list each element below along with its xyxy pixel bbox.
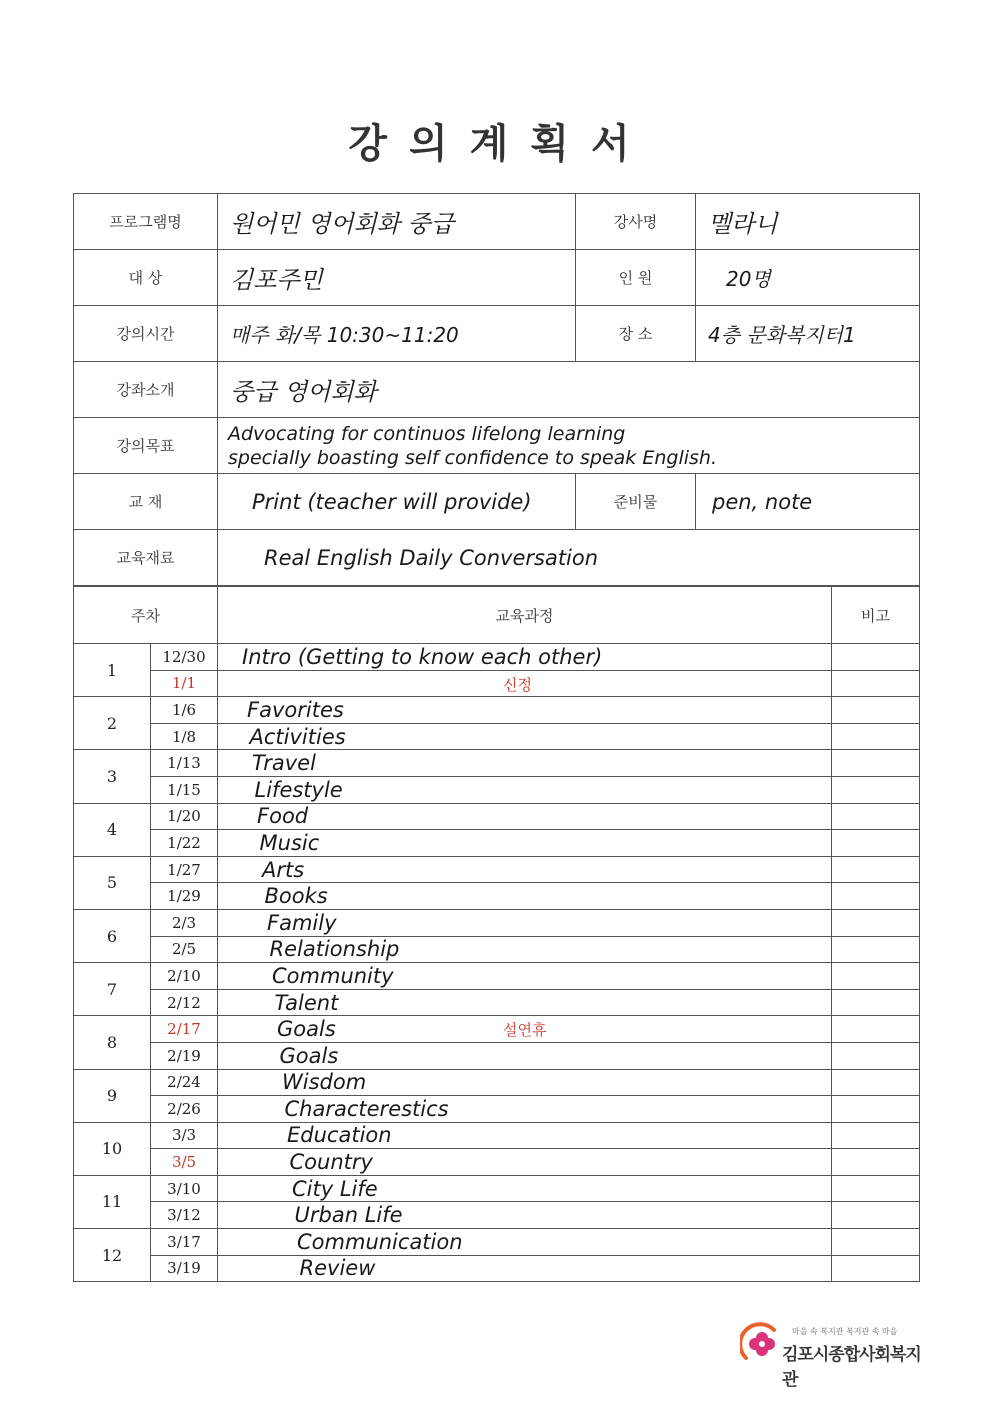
goal-line-1: Advocating for continuos lifelong learning (228, 422, 626, 445)
session-date: 3/12 (151, 1202, 218, 1229)
week-number: 2 (74, 697, 151, 750)
session-topic: Urban Life (294, 1203, 403, 1228)
session-topic: Food (257, 804, 309, 829)
session-topic-cell (218, 1229, 832, 1256)
instructor-value: 멜라니 (696, 194, 920, 250)
session-topic: Communication (297, 1229, 463, 1254)
session-date: 1/20 (151, 803, 218, 830)
session-topic: Activities (249, 724, 346, 749)
goal-line-2: specially boasting self confidence to speak English. (228, 446, 717, 469)
session-topic-cell (218, 644, 832, 671)
page-title: 강의계획서 (348, 120, 652, 167)
remarks-cell (832, 1096, 920, 1123)
session-date: 2/24 (151, 1069, 218, 1096)
remarks-cell (832, 936, 920, 963)
session-topic-cell (218, 1175, 832, 1202)
session-topic (242, 671, 245, 695)
capacity-label: 인 원 (576, 250, 696, 306)
session-topic: Intro (Getting to know each other) (242, 644, 603, 669)
table-row (74, 830, 920, 857)
goal-label: 강의목표 (74, 418, 218, 474)
session-date: 1/15 (151, 776, 218, 803)
week-number: 11 (74, 1175, 151, 1228)
session-topic: Travel (252, 751, 316, 776)
flower-logo-icon (740, 1320, 780, 1366)
intro-label: 강좌소개 (74, 362, 218, 418)
session-topic-cell (218, 697, 832, 724)
session-topic: Lifestyle (254, 777, 343, 802)
table-row (74, 909, 920, 936)
session-topic-cell (218, 803, 832, 830)
material-label: 교육재료 (74, 530, 218, 586)
supplies-label: 준비물 (576, 474, 696, 530)
remarks-cell (832, 723, 920, 750)
session-topic-cell (218, 989, 832, 1016)
table-row (74, 1202, 920, 1229)
session-topic: Characterestics (284, 1096, 449, 1121)
session-date: 1/8 (151, 723, 218, 750)
session-date: 3/5 (151, 1149, 218, 1176)
capacity-value: 20명 (696, 250, 920, 306)
table-row (74, 1229, 920, 1256)
session-date: 1/22 (151, 830, 218, 857)
session-topic: Country (289, 1150, 373, 1175)
holiday-note: 신정 (503, 675, 532, 694)
week-number: 6 (74, 909, 151, 962)
remarks-cell (832, 670, 920, 697)
table-row (74, 963, 920, 990)
goal-value (218, 418, 920, 474)
session-topic-cell (218, 723, 832, 750)
remarks-cell (832, 909, 920, 936)
session-date: 3/3 (151, 1122, 218, 1149)
organization-logo (740, 1318, 930, 1390)
session-date: 2/12 (151, 989, 218, 1016)
session-topic: Favorites (247, 697, 344, 722)
session-date: 3/17 (151, 1229, 218, 1256)
remarks-cell (832, 1122, 920, 1149)
table-row (74, 1122, 920, 1149)
table-row (74, 1255, 920, 1282)
remarks-cell (832, 1229, 920, 1256)
table-row (74, 1069, 920, 1096)
instructor-label: 강사명 (576, 194, 696, 250)
session-topic: Family (267, 910, 337, 935)
session-topic-cell (218, 1069, 832, 1096)
session-topic-cell (218, 670, 832, 697)
logo-name: 김포시종합사회복지관 (782, 1345, 921, 1390)
session-topic-cell (218, 1149, 832, 1176)
session-date: 2/19 (151, 1042, 218, 1069)
table-row (74, 989, 920, 1016)
material-value: Real English Daily Conversation (218, 530, 920, 586)
logo-tagline: 마을 속 복지관 복지관 속 마을 (792, 1327, 898, 1336)
session-topic-cell (218, 883, 832, 910)
session-topic-cell (218, 963, 832, 990)
week-number: 1 (74, 644, 151, 697)
course-header: 교육과정 (218, 587, 832, 644)
session-date: 1/13 (151, 750, 218, 777)
week-number: 9 (74, 1069, 151, 1122)
supplies-value: pen, note (696, 474, 920, 530)
remarks-cell (832, 1016, 920, 1043)
session-topic-cell (218, 1255, 832, 1282)
remarks-cell (832, 1202, 920, 1229)
table-row (74, 803, 920, 830)
session-date: 2/3 (151, 909, 218, 936)
table-row (74, 670, 920, 697)
table-row (74, 750, 920, 777)
session-topic: Wisdom (282, 1070, 367, 1095)
table-row (74, 1175, 920, 1202)
session-topic: Arts (262, 857, 305, 882)
table-row (74, 776, 920, 803)
schedule-body (74, 644, 920, 1282)
session-topic-cell (218, 750, 832, 777)
target-value: 김포주민 (218, 250, 576, 306)
week-number: 8 (74, 1016, 151, 1069)
table-row (74, 644, 920, 671)
session-topic: Goals (277, 1017, 336, 1042)
session-topic-cell (218, 936, 832, 963)
remarks-cell (832, 1069, 920, 1096)
table-row (74, 1149, 920, 1176)
schedule-table (73, 586, 920, 1282)
session-date: 1/1 (151, 670, 218, 697)
time-label: 강의시간 (74, 306, 218, 362)
week-header: 주차 (74, 587, 218, 644)
session-topic-cell (218, 776, 832, 803)
session-date: 1/6 (151, 697, 218, 724)
session-topic: Education (287, 1123, 392, 1148)
week-number: 12 (74, 1229, 151, 1282)
remarks-cell (832, 750, 920, 777)
table-row (74, 883, 920, 910)
program-value: 원어민 영어회화 중급 (218, 194, 576, 250)
remarks-cell (832, 989, 920, 1016)
session-topic-cell (218, 909, 832, 936)
session-date: 2/26 (151, 1096, 218, 1123)
table-row (74, 1096, 920, 1123)
remarks-cell (832, 1175, 920, 1202)
remarks-cell (832, 1255, 920, 1282)
session-topic: City Life (292, 1176, 378, 1201)
session-topic: Books (264, 884, 328, 909)
remarks-cell (832, 1149, 920, 1176)
table-row (74, 697, 920, 724)
session-topic-cell (218, 1202, 832, 1229)
remarks-cell (832, 644, 920, 671)
session-topic: Talent (274, 990, 339, 1015)
table-row (74, 1042, 920, 1069)
textbook-label: 교 재 (74, 474, 218, 530)
session-topic-cell (218, 1122, 832, 1149)
table-row (74, 856, 920, 883)
session-date: 2/5 (151, 936, 218, 963)
remarks-cell (832, 803, 920, 830)
session-topic: Relationship (269, 937, 400, 962)
session-date: 3/19 (151, 1255, 218, 1282)
session-topic: Music (259, 830, 320, 855)
session-topic-cell (218, 1042, 832, 1069)
time-value: 매주 화/목 10:30~11:20 (218, 306, 576, 362)
session-date: 1/27 (151, 856, 218, 883)
place-label: 장 소 (576, 306, 696, 362)
session-date: 12/30 (151, 644, 218, 671)
holiday-note: 설연휴 (503, 1021, 547, 1040)
table-row (74, 723, 920, 750)
session-topic: Goals (279, 1043, 339, 1068)
target-label: 대 상 (74, 250, 218, 306)
remarks-cell (832, 883, 920, 910)
session-topic: Community (272, 963, 394, 988)
session-date: 3/10 (151, 1175, 218, 1202)
remarks-cell (832, 776, 920, 803)
week-number: 5 (74, 856, 151, 909)
week-number: 10 (74, 1122, 151, 1175)
intro-value: 중급 영어회화 (218, 362, 920, 418)
place-value: 4층 문화복지터1 (696, 306, 920, 362)
note-header: 비고 (832, 587, 920, 644)
remarks-cell (832, 697, 920, 724)
session-topic: Review (299, 1256, 376, 1281)
session-topic-cell (218, 830, 832, 857)
week-number: 7 (74, 963, 151, 1016)
session-date: 2/17 (151, 1016, 218, 1043)
session-date: 1/29 (151, 883, 218, 910)
textbook-value: Print (teacher will provide) (218, 474, 576, 530)
session-topic-cell (218, 1096, 832, 1123)
week-number: 3 (74, 750, 151, 803)
remarks-cell (832, 1042, 920, 1069)
remarks-cell (832, 963, 920, 990)
table-row (74, 1016, 920, 1043)
remarks-cell (832, 830, 920, 857)
info-table (73, 193, 920, 586)
program-label: 프로그램명 (74, 194, 218, 250)
remarks-cell (832, 856, 920, 883)
session-topic-cell (218, 856, 832, 883)
week-number: 4 (74, 803, 151, 856)
session-topic-cell (218, 1016, 832, 1043)
table-row (74, 936, 920, 963)
session-date: 2/10 (151, 963, 218, 990)
